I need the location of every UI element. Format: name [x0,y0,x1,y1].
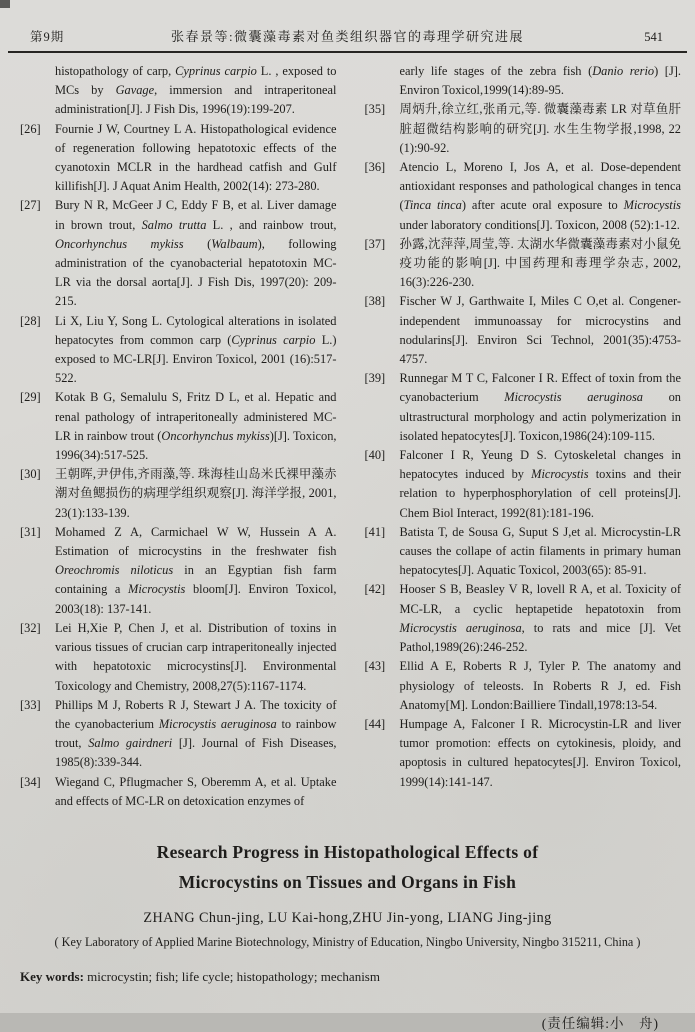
reference-number: [42] [364,582,386,597]
reference-text: Phillips M J, Roberts R J, Stewart J A. The toxicity of the cyanobacterium Microcystis aeruginosa to rainbow trout, Salmo gairdneri [J]. Journal of Fish Diseases, 1985(8):339-344. [55,697,337,770]
reference-item [365,158,682,235]
reference-text: Mohamed Z A, Carmichael W W, Hussein A A. Estimation of microcystins in the freshwater fish Oreochromis niloticus in an Egyptian fish farm containing a Microcystis bloom[J]. Environ Toxicol, 2003(18): 137-141. [55,524,337,616]
keywords-line [20,969,675,985]
reference-text: 孙露,沈萍萍,周莹,等. 太湖水华微囊藻毒素对小鼠免疫功能的影响[J]. 中国药理和毒理学杂志, 2002, 16(3):226-230. [399,236,681,290]
references-right-column [365,62,682,811]
keywords-text: microcystin; fish; life cycle; histopathology; mechanism [83,968,380,984]
issue-number: 第9期 [30,30,65,44]
reference-text: Falconer I R, Yeung D S. Cytoskeletal changes in hepatocytes induced by Microcystis toxins and their relation to hyperphosphorylation of cell proteins[J]. Chem Biol Interact, 1992(81):181-196. [399,448,681,520]
reference-item [20,696,337,773]
reference-number: [36] [364,160,386,175]
affiliation-line: ( Key Laboratory of Applied Marine Biotechnology, Ministry of Education, Ningbo University, Ningbo 315211, China ) [54,934,641,949]
reference-number: [35] [364,102,386,117]
reference-text: Fischer W J, Garthwaite I, Miles C O,et al. Congener-independent immunoassay for microcystins and nodularins[J]. Environ Sci Technol, 2001(35):4753-4757. [399,294,681,367]
reference-number: [38] [364,294,386,309]
authors-line: ZHANG Chun-jing, LU Kai-hong,ZHU Jin-yong, LIANG Jing-jing [143,909,552,926]
reference-item [20,619,337,696]
reference-text: 王朝晖,尹伊伟,齐雨藻,等. 珠海桂山岛米氏裸甲藻赤潮对鱼鳃损伤的病理学组织观察[J]. 海洋学报, 2001, 23(1):133-139. [55,467,337,520]
reference-text: Ellid A E, Roberts R J, Tyler P. The anatomy and physiology of teleosts. In Roberts R J, ed. Fish Anatomy[M]. London:Bailliere Tindall,1978:13-54. [399,659,681,712]
reference-number: [29] [20,390,41,405]
reference-text: Fournie J W, Courtney L A. Histopathological evidence of regeneration following hepatotoxic effects of the cyanotoxin MCLR in the hardhead catfish and Gulf killifish[J]. J Aquat Anim Health, 2002(14): 273-280. [55,121,337,194]
english-title-line1: Research Progress in Histopathological Effects of [156,841,539,862]
reference-number: [39] [364,371,386,386]
reference-item [365,235,682,293]
reference-item [20,120,337,197]
references-section [0,53,695,811]
reference-text: Humpage A, Falconer I R. Microcystin-LR and liver tumor promotion: effects on cytokinesis, ploidy, and apoptosis in cultured hepatocytes[J]. Environ Toxicol, 1999(14):141-147. [399,716,681,789]
reference-number: [27] [20,198,41,213]
reference-item [365,657,682,715]
reference-number: [30] [20,467,41,482]
reference-number [20,62,55,120]
reference-item [20,196,337,311]
reference-number: [26] [20,121,41,136]
reference-text: Wiegand C, Pflugmacher S, Oberemm A, et al. Uptake and effects of MC-LR on detoxication enzymes of [55,774,337,808]
reference-text: Batista T, de Sousa G, Suput S J,et al. Microcystin-LR causes the collape of actin filaments in primary human hepatocytes[J]. Aquatic Toxicol, 2003(65): 85-91. [399,524,681,578]
reference-text: early life stages of the zebra fish (Danio rerio) [J]. Environ Toxicol,1999(14):89-95. [399,64,681,98]
reference-number: [44] [364,716,386,731]
reference-number: [31] [20,524,41,539]
reference-number: [32] [20,620,41,635]
reference-item [20,312,337,389]
reference-number [365,62,400,100]
running-title: 张春景等:微囊藻毒素对鱼类组织器官的毒理学研究进展 [170,29,525,44]
reference-item [20,62,337,120]
page-number: 541 [644,30,663,44]
page-header [0,0,695,48]
reference-text: Runnegar M T C, Falconer I R. Effect of toxin from the cyanobacterium Microcystis aeruginosa on ultrastructural morphology and actin polymerization in isolated hepatocytes[J]. Toxicon,1986(24):109-115. [399,371,681,443]
reference-item [365,523,682,581]
reference-item [365,62,682,100]
references-left-column [20,62,337,811]
reference-item [365,292,682,369]
reference-text: Li X, Liu Y, Song L. Cytological alterations in isolated hepatocytes from common carp (Cyprinus carpio L.) exposed to MC-LR[J]. Environ Toxicol, 2001 (16):517-522. [55,313,337,386]
reference-item [365,369,682,446]
reference-text: Bury N R, McGeer J C, Eddy F B, et al. Liver damage in brown trout, Salmo trutta L. , and rainbow trout, Oncorhynchus mykiss (Walbaum), following administration of the cyanobacterial hepatotoxin MC-LR via the dorsal aorta[J]. J Fish Dis, 1997(20): 209-215. [55,198,337,309]
reference-item [365,100,682,158]
reference-number: [33] [20,697,41,712]
english-title [0,837,695,897]
keywords-label: Key words: [20,968,84,984]
english-title-line2: Microcystins on Tissues and Organs in Fish [178,871,517,892]
reference-item [365,446,682,523]
reference-item [365,715,682,792]
reference-number: [34] [20,774,41,789]
reference-item [20,523,337,619]
reference-text: Lei H,Xie P, Chen J, et al. Distribution of toxins in various tissues of crucian carp intraperitoneally injected with hepatotoxic microcystins[J]. Environmental Toxicology and Chemistry, 2008,27(5):1167-1174. [55,620,337,693]
reference-number: [40] [364,448,386,463]
reference-number: [28] [20,313,41,328]
reference-item [20,388,337,465]
reference-text: Atencio L, Moreno I, Jos A, et al. Dose-dependent antioxidant responses and pathological changes in tenca (Tinca tinca) after acute oral exposure to Microcystis under laboratory conditions[J]. Toxicon, 2008 (52):1-12. [399,160,681,232]
reference-number: [41] [364,524,386,539]
reference-number: [37] [364,236,386,251]
reference-text: 周炳升,徐立红,张甬元,等. 微囊藻毒素 LR 对草鱼肝脏超微结构影响的研究[J]. 水生生物学报,1998, 22 (1):90-92. [399,102,681,155]
reference-text: Kotak B G, Semalulu S, Fritz D L, et al. Hepatic and renal pathology of intraperitoneally administered MC-LR in rainbow trout (Oncorhynchus mykiss)[J]. Toxicon, 1996(34):517-525. [55,390,337,463]
editor-note: (责任编辑:小 舟) [541,1015,659,1031]
reference-item [20,773,337,811]
reference-text: Hooser S B, Beasley V R, lovell R A, et al. Toxicity of MC-LR, a cyclic heptapetide hepatotoxin from Microcystis aeruginosa, to rats and mice [J]. Vet Pathol,1989(26):246-252. [399,582,681,655]
reference-item [20,465,337,523]
reference-text: histopathology of carp, Cyprinus carpio L. , exposed to MCs by Gavage, immersion and intraperitoneal administration[J]. J Fish Dis, 1996(19):199-207. [55,64,337,117]
reference-item [365,580,682,657]
reference-number: [43] [364,659,386,674]
